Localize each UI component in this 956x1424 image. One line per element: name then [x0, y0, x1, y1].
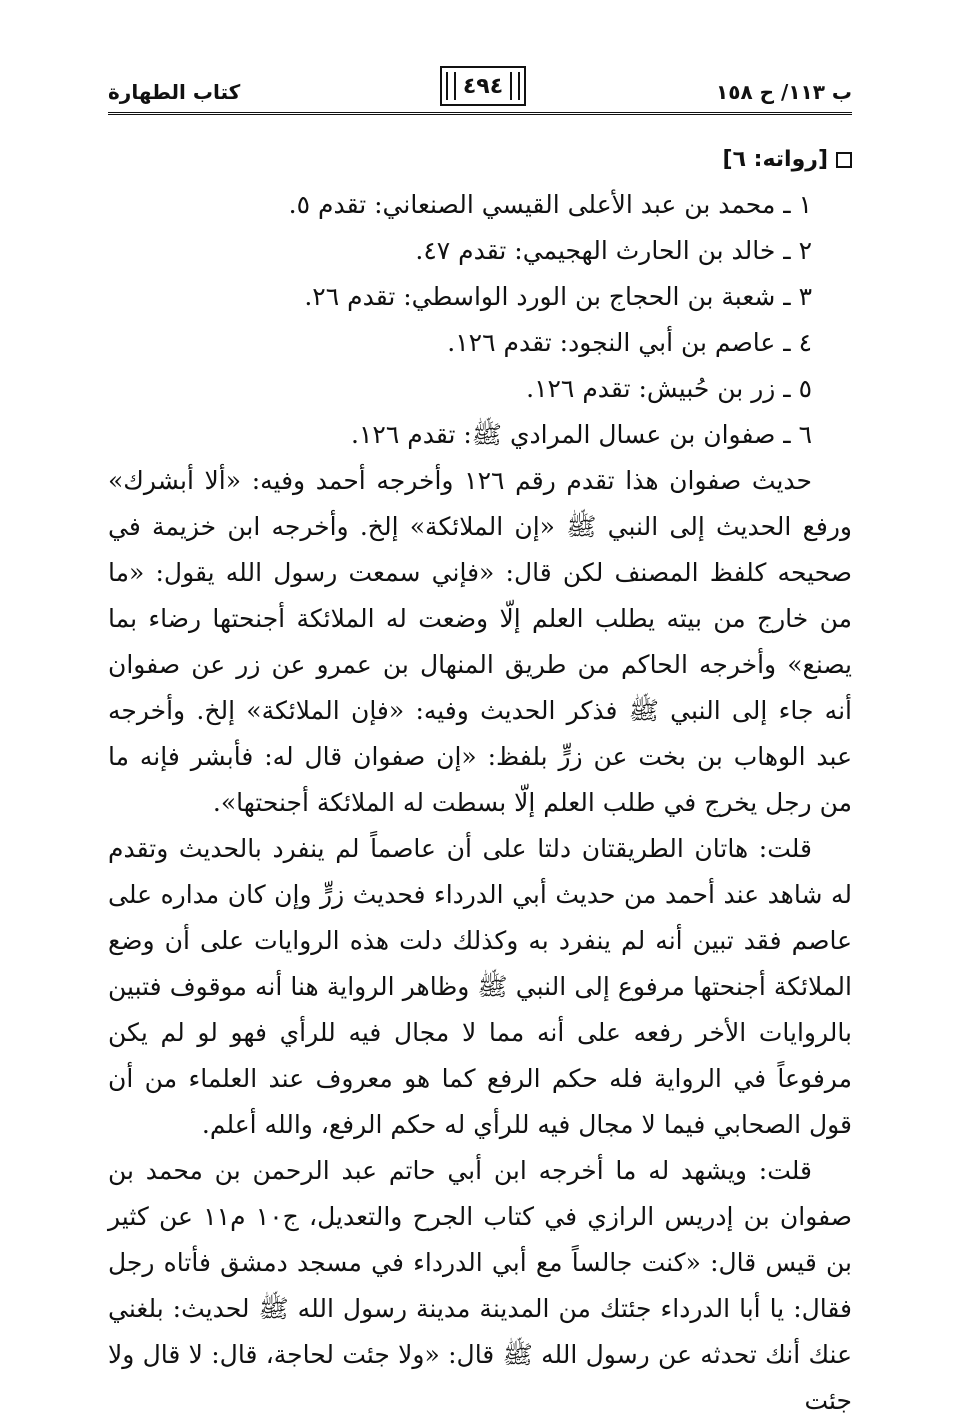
square-bullet-icon [836, 152, 852, 168]
page-body [108, 138, 852, 1424]
narrator-item: ٣ ـ شعبة بن الحجاج بن الورد الواسطي: تقدم ٢٦. [304, 282, 812, 311]
commentary-paragraph: حديث صفوان هذا تقدم رقم ١٢٦ وأخرجه أحمد وفيه: «ألا أبشرك» ورفع الحديث إلى النبي ﷺ «إن الملائكة» إلخ. وأخرجه ابن خزيمة في صحيحه كلفظ المصنف لكن قال: «فإني سمعت رسول الله يقول: «ما من خارج من بيته يطلب العلم إلّا وضعت له الملائكة أجنحتها رضاء بما يصنع» وأخرجه الحاكم من طريق المنهال بن عمرو عن زر عن صفوان أنه جاء إلى النبي ﷺ فذكر الحديث وفيه: «فإن الملائكة» إلخ. وأخرجه عبد الوهاب بن بخت عن زرٍّ بلفظ: «إن صفوان قال له: فأبشر فإنه ما من رجل يخرج في طلب العلم إلّا بسطت له الملائكة أجنحتها». [108, 466, 852, 817]
book-title: كتاب الطهارة [108, 80, 241, 104]
narrators-heading [108, 138, 852, 182]
hadith-reference: ب ١١٣/ ح ١٥٨ [716, 80, 852, 104]
narrator-item: ٥ ـ زر بن حُبيش: تقدم ١٢٦. [526, 374, 812, 403]
narrator-item: ١ ـ محمد بن عبد الأعلى القيسي الصنعاني: تقدم ٥. [288, 190, 812, 219]
narrators-list [108, 182, 852, 458]
page-header [108, 66, 852, 108]
commentary-paragraph: قلت: هاتان الطريقتان دلتا على أن عاصماً لم ينفرد بالحديث وتقدم له شاهد عند أحمد من حديث أبي الدرداء فحديث زرٍّ وإن كان مداره على عاصم فقد تبين أنه لم ينفرد به وكذلك دلت هذه الروايات على أن وضع الملائكة أجنحتها مرفوع إلى النبي ﷺ وظاهر الرواية هنا أنه موقوف فتبين بالروايات الأخر رفعه على أنه مما لا مجال فيه للرأي فهو لو لم يكن مرفوعاً في الرواية فله حكم الرفع كما هو معروف عند العلماء من أن قول الصحابي فيما لا مجال فيه للرأي له حكم الرفع، والله أعلم. [108, 834, 852, 1139]
commentary-paragraph: قلت: ويشهد له ما أخرجه ابن أبي حاتم عبد الرحمن بن محمد بن صفوان بن إدريس الرازي في كتاب الجرح والتعديل، ج١٠ م١١ عن كثير بن قيس قال: «كنت جالساً مع أبي الدرداء في مسجد دمشق فأتاه رجل فقال: يا أبا الدرداء جئتك من المدينة مدينة رسول الله ﷺ لحديث: بلغني عنك أنك تحدثه عن رسول الله ﷺ قال: «ولا جئت لحاجة، قال: لا قال ولا جئت [108, 1156, 852, 1415]
narrator-item: ٢ ـ خالد بن الحارث الهجيمي: تقدم ٤٧. [415, 236, 812, 265]
narrators-heading-text: [رواته: ٦] [722, 147, 828, 172]
page-number: ٤٩٤ [440, 66, 526, 106]
header-rule [108, 112, 852, 115]
narrator-item: ٦ ـ صفوان بن عسال المرادي ﷺ: تقدم ١٢٦. [351, 420, 812, 449]
narrator-item: ٤ ـ عاصم بن أبي النجود: تقدم ١٢٦. [447, 328, 812, 357]
